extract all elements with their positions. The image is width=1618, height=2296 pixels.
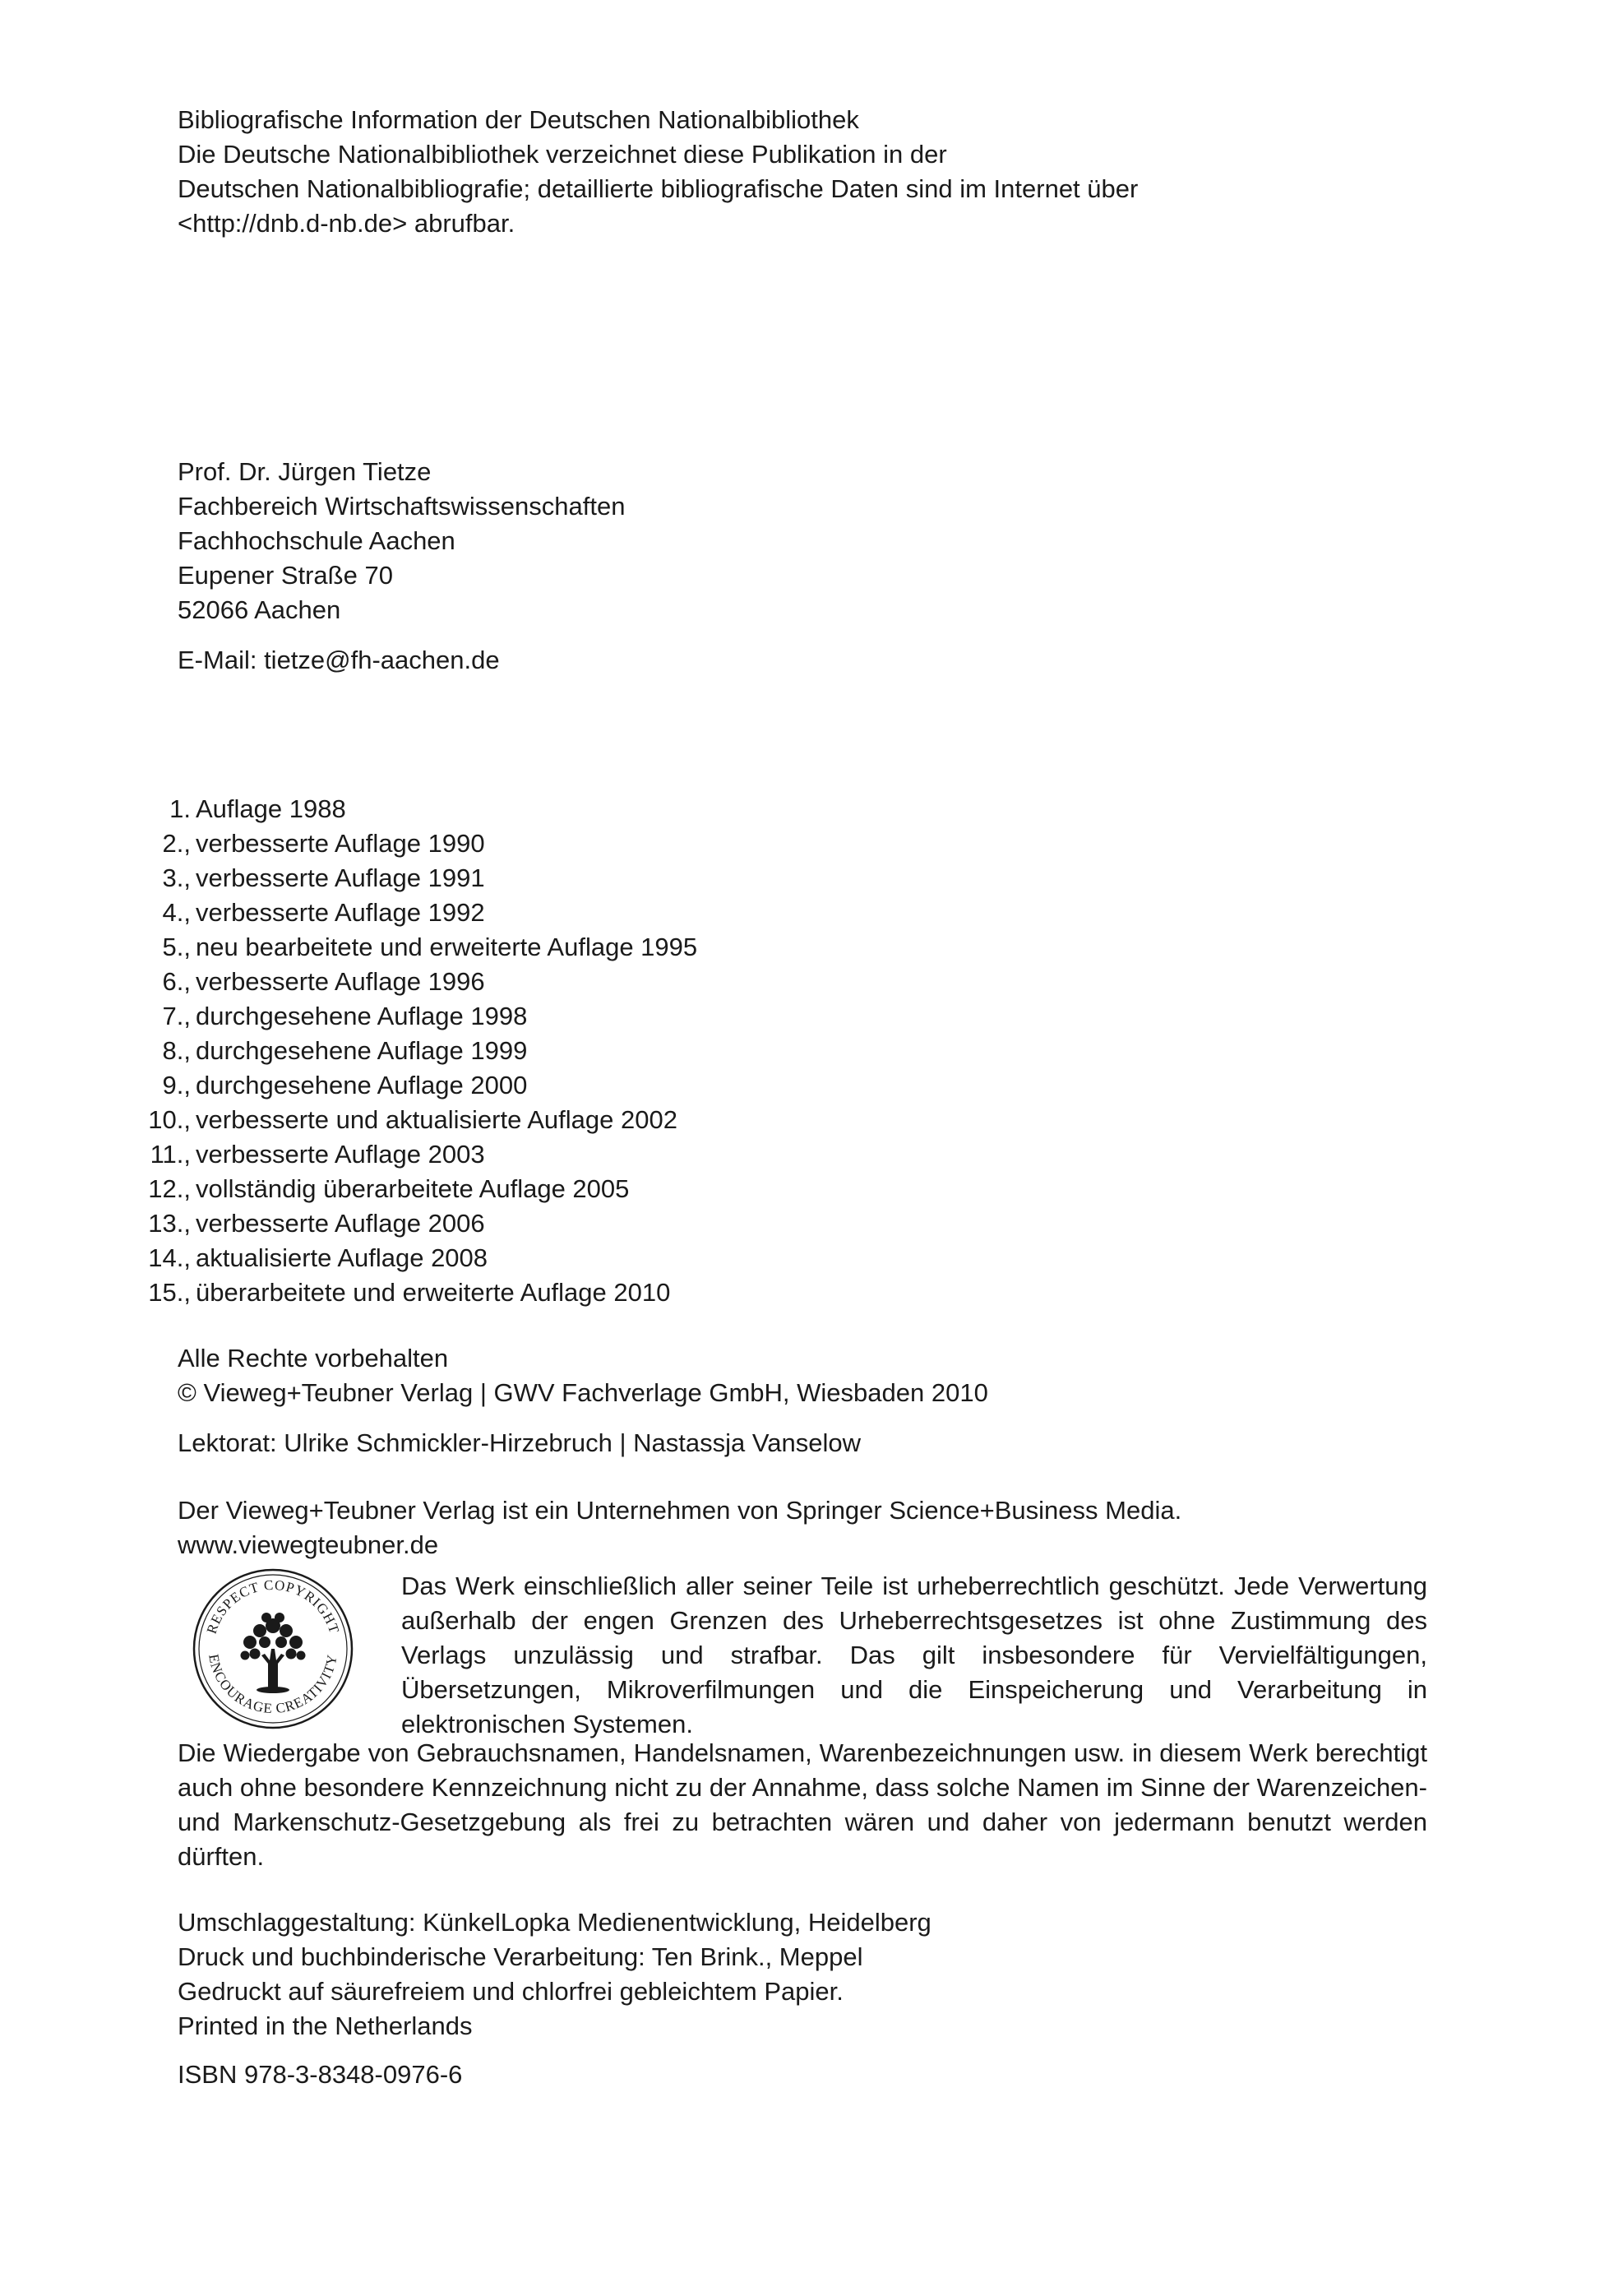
edition-item: 13., verbesserte Auflage 2006: [148, 1209, 485, 1238]
author-name: Prof. Dr. Jürgen Tietze: [178, 457, 432, 486]
respect-copyright-seal: [191, 1567, 355, 1731]
author-department: Fachbereich Wirtschaftswissenschaften: [178, 492, 626, 521]
production-line: Druck und buchbinderische Verarbeitung: Ten Brink., Meppel: [178, 1942, 863, 1971]
isbn: ISBN 978-3-8348-0976-6: [178, 2060, 463, 2089]
production-line: Umschlaggestaltung: KünkelLopka Medienentwicklung, Heidelberg: [178, 1908, 932, 1937]
dnb-information: [178, 103, 1427, 241]
edition-item: 7., durchgesehene Auflage 1998: [162, 1002, 528, 1030]
lektorat-line: Lektorat: Ulrike Schmickler-Hirzebruch | Nastassja Vanselow: [178, 1428, 861, 1457]
edition-item: 1. Auflage 1988: [169, 794, 346, 823]
seal-top-text: RESPECT COPYRIGHT: [203, 1576, 343, 1636]
production-line: Gedruckt auf säurefreiem und chlorfrei gebleichtem Papier.: [178, 1977, 844, 2006]
edition-history: [148, 792, 1398, 1310]
edition-item: 5., neu bearbeitete und erweiterte Auflage 1995: [162, 933, 698, 961]
author-email: E-Mail: tietze@fh-aachen.de: [178, 646, 500, 674]
rights-reserved: Alle Rechte vorbehalten: [178, 1344, 449, 1373]
publisher-website: www.viewegteubner.de: [178, 1530, 439, 1559]
author-city: 52066 Aachen: [178, 595, 341, 624]
dnb-line: Die Deutsche Nationalbibliothek verzeichnet diese Publikation in der: [178, 140, 947, 169]
copyright-protection-notice: [401, 1569, 1427, 1742]
publisher-note: Der Vieweg+Teubner Verlag ist ein Unternehmen von Springer Science+Business Media.: [178, 1496, 1182, 1525]
edition-item: 8., durchgesehene Auflage 1999: [162, 1036, 528, 1065]
seal-icon: [191, 1567, 355, 1731]
protection-text: Das Werk einschließlich aller seiner Teile ist urheberrechtlich geschützt. Jede Verwertung außerhalb der engen Grenzen des Urheberrechtsgesetzes ist ohne Zustimmung des Verlags unzulässig und strafbar. Das gilt insbesondere für Vervielfältigungen, Übersetzungen, Mikroverfilmungen und die Einspeicherung und Verarbeitung in elektronischen Systemen.: [401, 1572, 1427, 1738]
publisher-block: [178, 1493, 1427, 1562]
production-line: Printed in the Netherlands: [178, 2011, 473, 2040]
edition-item: 12., vollständig überarbeitete Auflage 2005: [148, 1174, 630, 1203]
trademark-notice: [178, 1736, 1427, 1874]
edition-item: 11., verbesserte Auflage 2003: [150, 1140, 485, 1169]
edition-item: 10., verbesserte und aktualisierte Auflage 2002: [148, 1105, 677, 1134]
copyright-line: © Vieweg+Teubner Verlag | GWV Fachverlage GmbH, Wiesbaden 2010: [178, 1378, 988, 1407]
lektorat-block: [178, 1426, 1427, 1460]
production-block: [178, 1905, 1427, 2044]
seal-bottom-text: ENCOURAGE CREATIVITY: [206, 1652, 340, 1717]
author-institution: Fachhochschule Aachen: [178, 526, 455, 555]
author-email-block: [178, 643, 1427, 678]
author-street: Eupener Straße 70: [178, 561, 393, 590]
dnb-line: <http://dnb.d-nb.de> abrufbar.: [178, 209, 515, 238]
tree-icon: [241, 1613, 306, 1693]
trademark-text: Die Wiedergabe von Gebrauchsnamen, Handelsnamen, Warenbezeichnungen usw. in diesem Werk berechtigt auch ohne besondere Kennzeichnung nicht zu der Annahme, dass solche Namen im Sinne der Warenzeichen- und Markenschutz-Gesetzgebung als frei zu betrachten wären und daher von jedermann benutzt werden dürften.: [178, 1738, 1427, 1871]
edition-item: 4., verbesserte Auflage 1992: [162, 898, 485, 927]
dnb-line: Bibliografische Information der Deutschen Nationalbibliothek: [178, 105, 859, 134]
edition-item: 9., durchgesehene Auflage 2000: [162, 1071, 528, 1099]
edition-item: 15., überarbeitete und erweiterte Auflage 2010: [148, 1278, 671, 1307]
dnb-line: Deutschen Nationalbibliografie; detaillierte bibliografische Daten sind im Internet über: [178, 174, 1139, 203]
edition-item: 3., verbesserte Auflage 1991: [162, 863, 485, 892]
rights-block: [178, 1341, 1427, 1410]
isbn-block: [178, 2058, 1427, 2092]
author-address: [178, 455, 1427, 627]
edition-item: 14., aktualisierte Auflage 2008: [148, 1243, 488, 1272]
edition-item: 2., verbesserte Auflage 1990: [162, 829, 485, 858]
edition-item: 6., verbesserte Auflage 1996: [162, 967, 485, 996]
